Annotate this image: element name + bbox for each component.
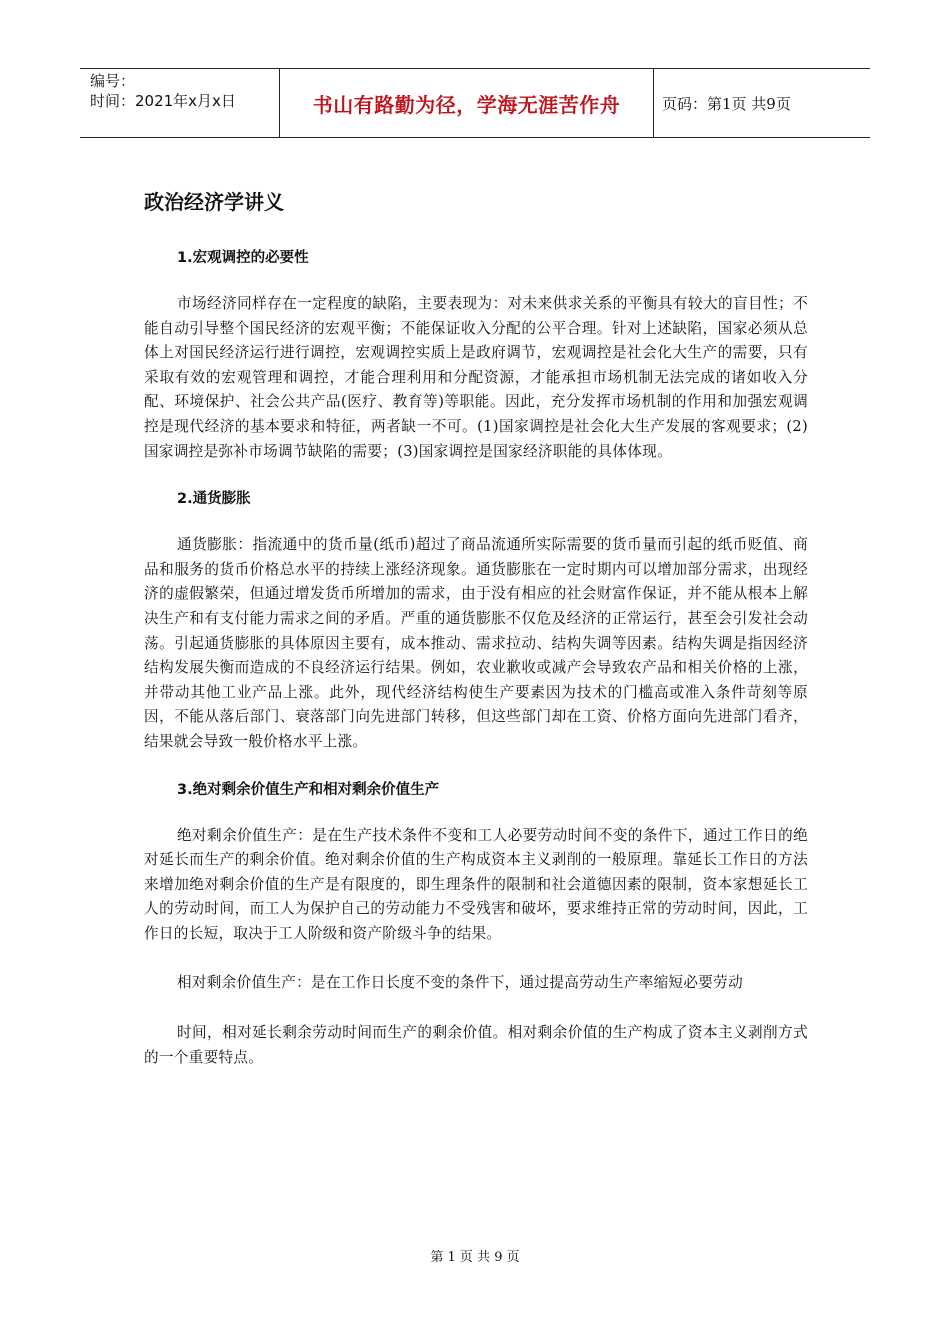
page-footer: 第 1 页 共 9 页: [430, 1250, 520, 1265]
page-header: [80, 68, 870, 138]
section-1: [144, 248, 808, 489]
header-page-info: 页码：第1页 共9页: [662, 94, 791, 113]
header-meta: [80, 69, 280, 137]
code-label: 编号：: [90, 72, 136, 90]
paragraph: 时间，相对延长剩余劳动时间而生产的剩余价值。相对剩余价值的生产构成了资本主义剥削方式的一个重要特点。: [144, 1024, 808, 1066]
paragraph: 绝对剩余价值生产：是在生产技术条件不变和工人必要劳动时间不变的条件下，通过工作日的绝对延长而生产的剩余价值。绝对剩余价值的生产构成资本主义剥削的一般原理。靠延长工作日的方法来增加绝对剩余价值的生产是有限度的，即生理条件的限制和社会道德因素的限制，资本家想延长工人的劳动时间，而工人为保护自己的劳动能力不受残害和破坏，要求维持正常的劳动时间，因此，工作日的长短，取决于工人阶级和资产阶级斗争的结果。: [144, 826, 808, 942]
section-heading: 1.宏观调控的必要性: [177, 250, 309, 266]
section-3: [144, 780, 808, 1071]
document-title: 政治经济学讲义: [144, 190, 284, 214]
paragraph: 市场经济同样存在一定程度的缺陷，主要表现为：对未来供求关系的平衡具有较大的盲目性；不能自动引导整个国民经济的宏观平衡；不能保证收入分配的公平合理。针对上述缺陷，国家必须从总体上对国民经济运行进行调控，宏观调控实质上是政府调节，宏观调控是社会化大生产的需要，只有采取有效的宏观管理和调控，才能合理利用和分配资源，才能承担市场机制无法完成的诸如收入分配、环境保护、社会公共产品(医疗、教育等)等职能。因此，充分发挥市场机制的作用和加强宏观调控是现代经济的基本要求和特征，两者缺一不可。(1)国家调控是社会化大生产发展的客观要求；(2)国家调控是弥补市场调节缺陷的需要；(3)国家调控是国家经济职能的具体体现。: [144, 295, 808, 460]
paragraph: 相对剩余价值生产：是在工作日长度不变的条件下，通过提高劳动生产率缩短必要劳动: [177, 974, 743, 992]
section-2: [144, 489, 808, 779]
header-motto: 书山有路勤为径，学海无涯苦作舟: [280, 69, 654, 137]
time-label: 时间：2021年x月x日: [90, 92, 236, 110]
document-body: [144, 248, 808, 1070]
paragraph: 通货膨胀：指流通中的货币量(纸币)超过了商品流通所实际需要的货币量而引起的纸币贬值、商品和服务的货币价格总水平的持续上涨经济现象。通货膨胀在一定时期内可以增加部分需求，出现经济的虚假繁荣，但通过增发货币所增加的需求，由于没有相应的社会财富作保证，并不能从根本上解决生产和有支付能力需求之间的矛盾。严重的通货膨胀不仅危及经济的正常运行，甚至会引发社会动荡。引起通货膨胀的具体原因主要有，成本推动、需求拉动、结构失调等因素。结构失调是指因经济结构发展失衡而造成的不良经济运行结果。例如，农业歉收或减产会导致农产品和相关价格的上涨，并带动其他工业产品上涨。此外，现代经济结构使生产要素因为技术的门槛高或准入条件苛刻等原因，不能从落后部门、衰落部门向先进部门转移，但这些部门却在工资、价格方面向先进部门看齐，结果就会导致一般价格水平上涨。: [144, 536, 808, 750]
section-heading: 3.绝对剩余价值生产和相对剩余价值生产: [177, 781, 440, 798]
section-heading: 2.通货膨胀: [177, 491, 251, 508]
